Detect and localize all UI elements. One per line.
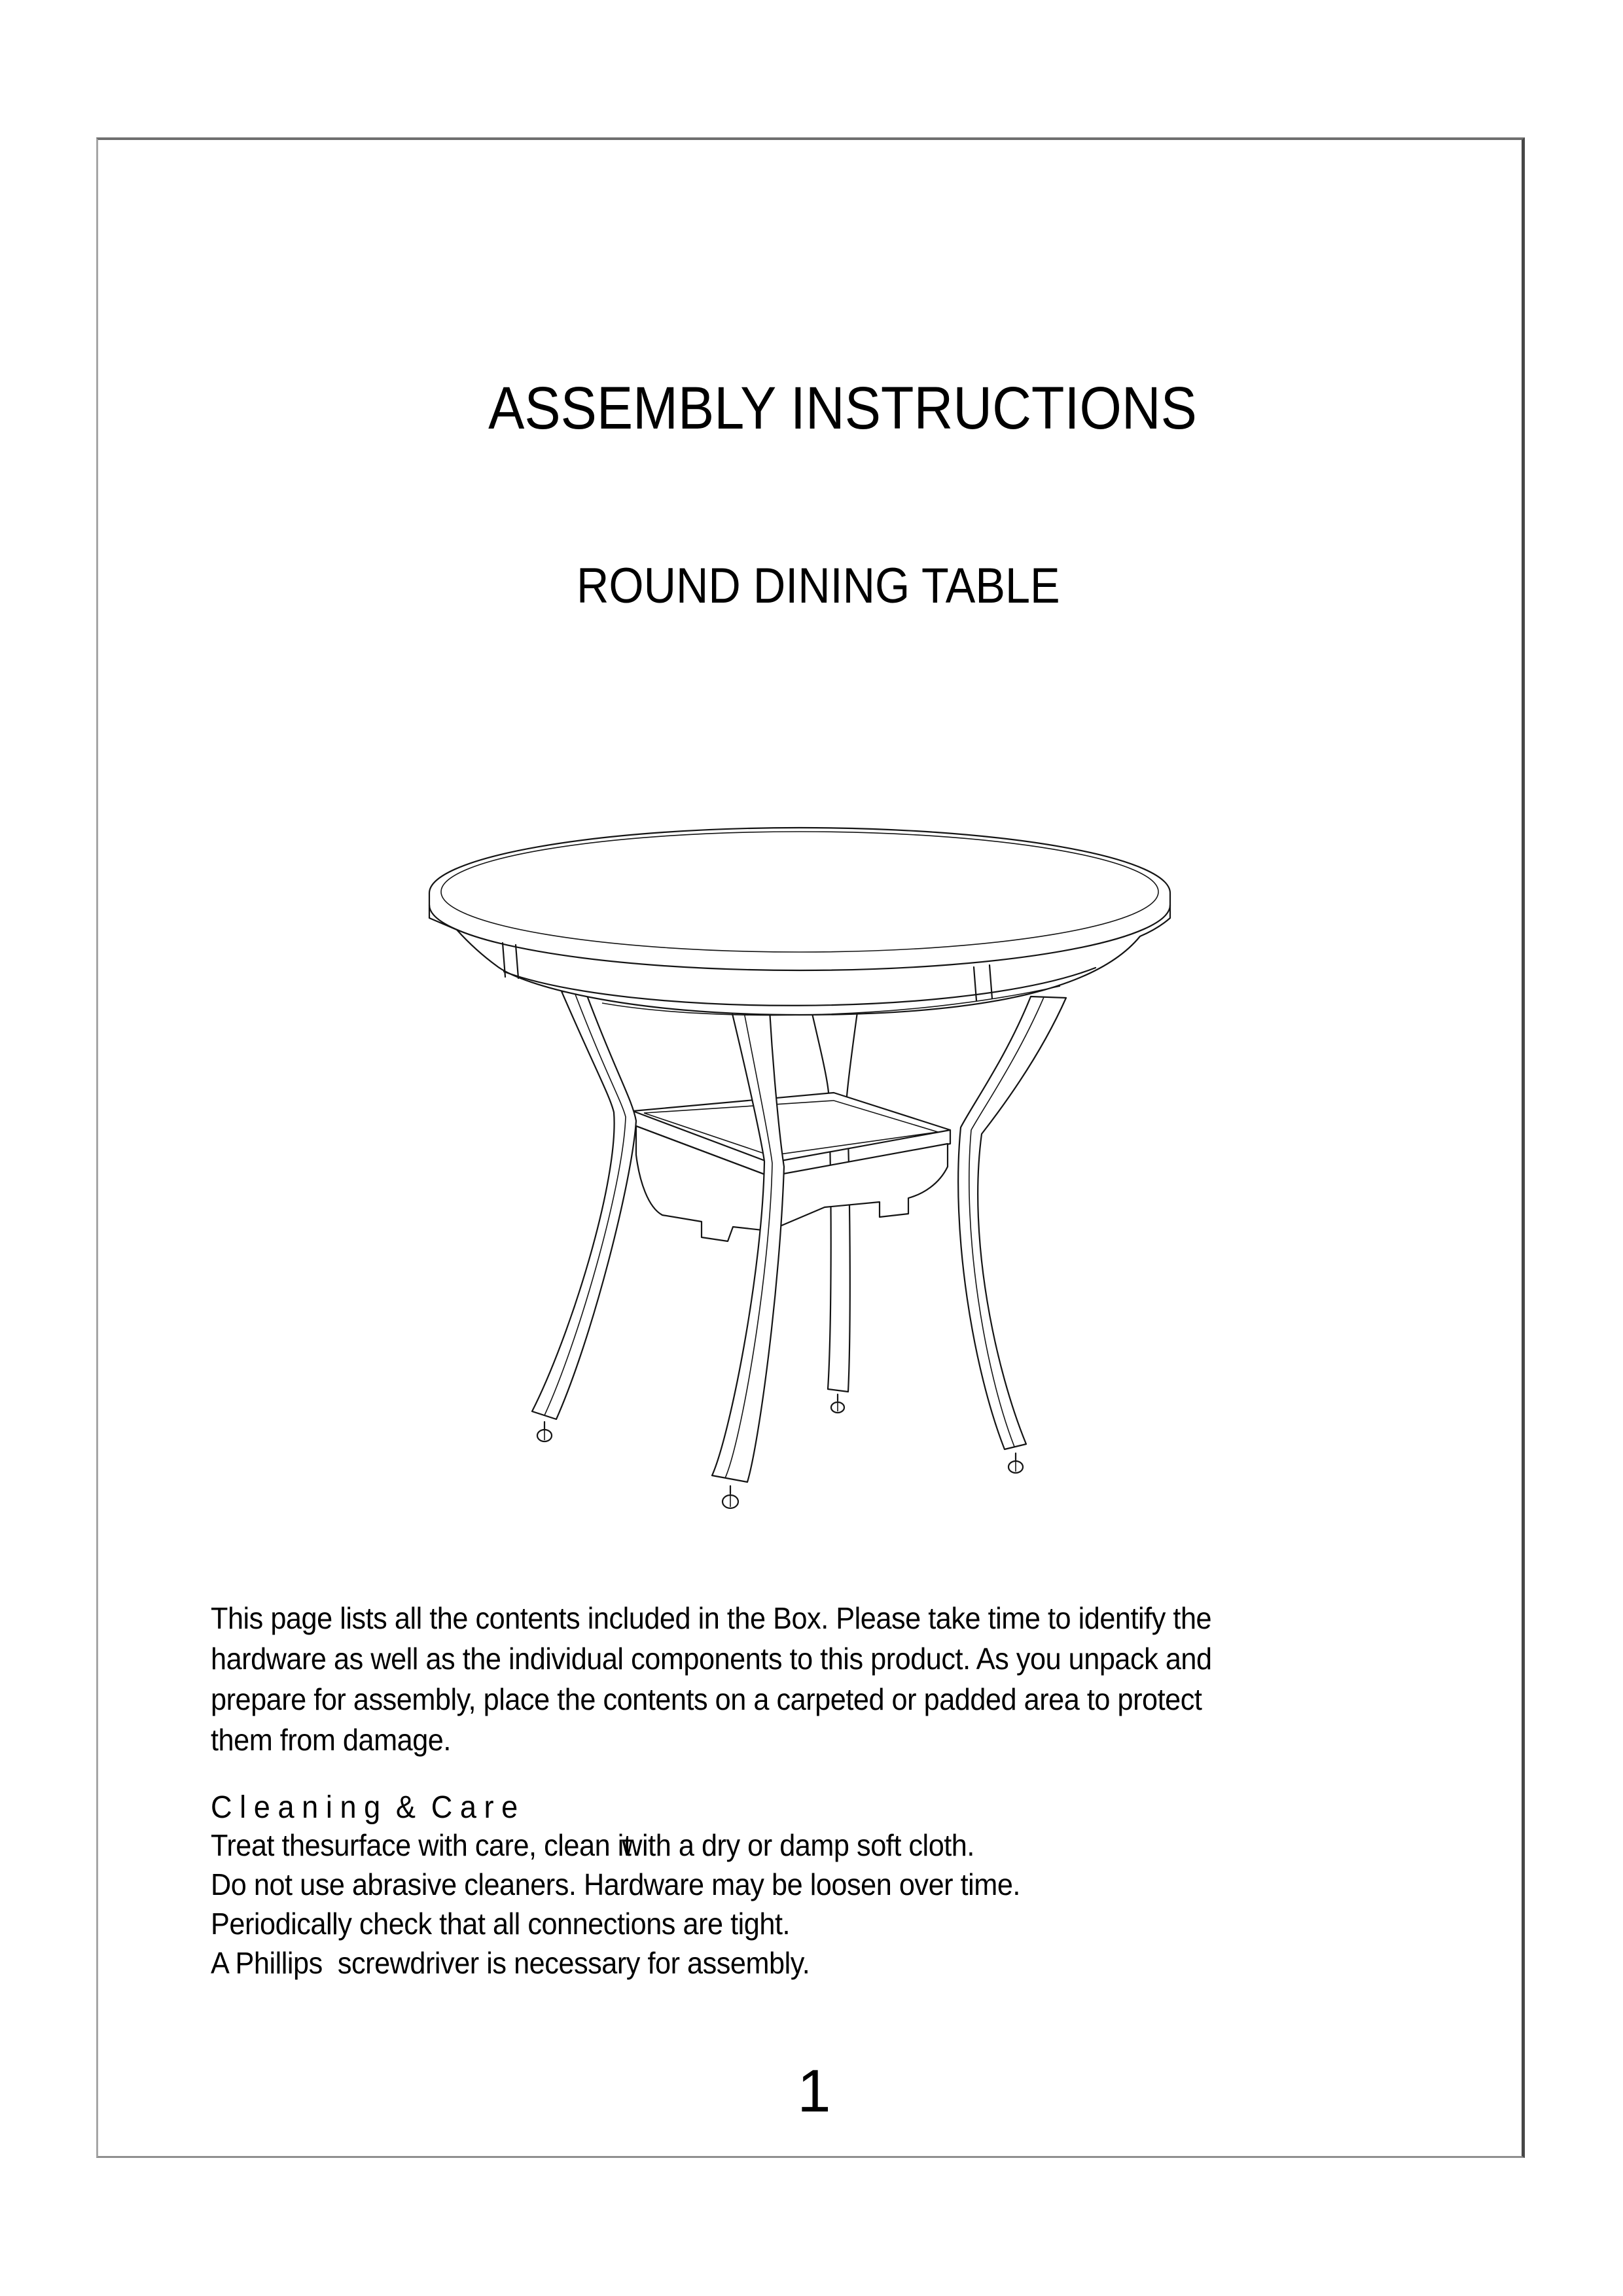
intro-line: hardware as well as the individual components to this product. As you unpack and	[211, 1642, 1212, 1676]
cleaning-care-section	[211, 1826, 1072, 1983]
table-back-leg	[812, 1011, 857, 1413]
table-shelf	[633, 1093, 950, 1241]
cleaning-care-line: A Phillips screwdriver is necessary for assembly.	[211, 1946, 810, 1980]
cleaning-care-line: Periodically check that all connections are tight.	[211, 1907, 791, 1941]
page-number: 1	[797, 2058, 831, 2125]
product-name-text: ROUND DINING TABLE	[576, 558, 1060, 614]
intro-line: prepare for assembly, place the contents on a carpeted or padded area to protect	[211, 1682, 1202, 1716]
table-left-leg	[532, 991, 636, 1441]
product-name-subtitle	[0, 558, 1623, 614]
intro-line: them from damage.	[211, 1723, 451, 1757]
table-front-leg	[712, 1008, 784, 1508]
cleaning-care-heading: C l e a n i n g & C a r e	[211, 1790, 518, 1825]
table-top	[429, 828, 1170, 1016]
intro-line: This page lists all the contents included in the Box. Please take time to identify the	[211, 1601, 1212, 1635]
page-title-text: ASSEMBLY INSTRUCTIONS	[488, 375, 1198, 442]
intro-paragraph	[211, 1598, 1275, 1760]
cleaning-care-line: Do not use abrasive cleaners. Hardware may be loosen over time.	[211, 1867, 1020, 1901]
table-right-leg	[958, 997, 1066, 1473]
round-dining-table-illustration	[406, 815, 1191, 1551]
cleaning-care-line: Treat thesurface with care, clean itwith a dry or damp soft cloth.	[211, 1828, 974, 1862]
page-title	[0, 375, 1623, 442]
